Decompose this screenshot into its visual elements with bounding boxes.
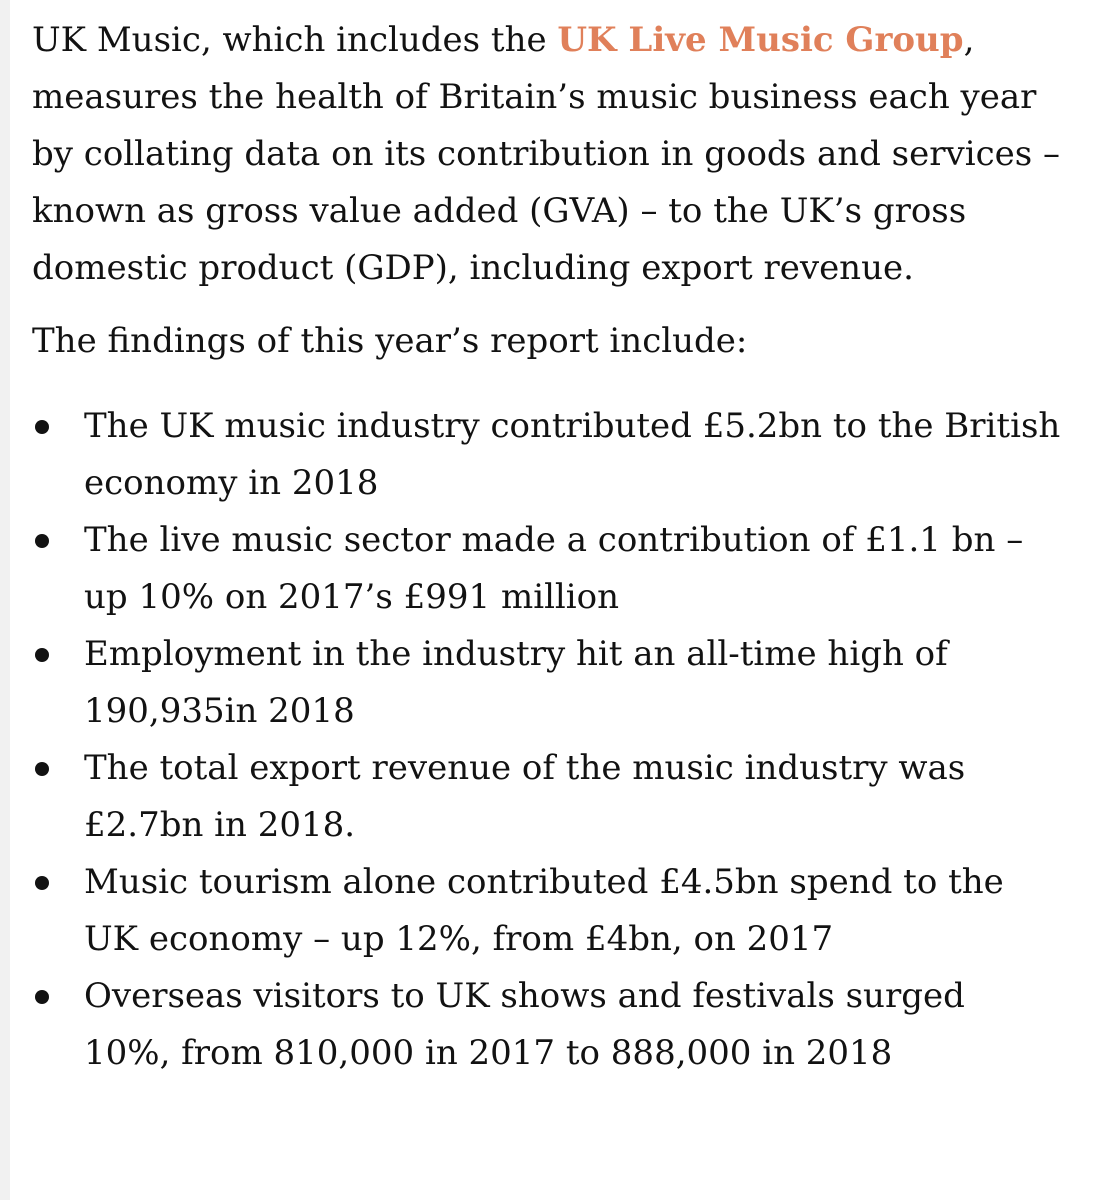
bullet-icon: [35, 762, 49, 776]
bullet-icon: [35, 420, 49, 434]
finding-text: Employment in the industry hit an all-time high of 190,935in 2018: [84, 634, 948, 731]
finding-text: The total export revenue of the music industry was £2.7bn in 2018.: [84, 748, 966, 845]
intro-paragraph: [32, 12, 1062, 297]
intro-text-after: , measures the health of Britain’s music business each year by collating data on its contribution in goods and services – known as gross value added (GVA) – to the UK’s gross domestic product (GDP), including export revenue.: [32, 20, 1061, 288]
list-item: [32, 854, 1062, 968]
bullet-icon: [35, 648, 49, 662]
list-item: [32, 968, 1062, 1082]
list-item: [32, 512, 1062, 626]
finding-text: The UK music industry contributed £5.2bn to the British economy in 2018: [84, 406, 1061, 503]
list-item: [32, 626, 1062, 740]
intro-text-before: UK Music, which includes the: [32, 20, 558, 60]
findings-list: [32, 398, 1062, 1082]
bullet-icon: [35, 990, 49, 1004]
list-item: [32, 398, 1062, 512]
list-item: [32, 740, 1062, 854]
left-margin-rule: [0, 0, 10, 1200]
finding-text: Music tourism alone contributed £4.5bn spend to the UK economy – up 12%, from £4bn, on 2017: [84, 862, 1004, 959]
uk-live-music-group-link[interactable]: UK Live Music Group: [557, 20, 964, 60]
article-body: [32, 12, 1062, 1082]
findings-intro: The findings of this year’s report include:: [32, 321, 748, 361]
finding-text: Overseas visitors to UK shows and festivals surged 10%, from 810,000 in 2017 to 888,000 in 2018: [84, 976, 965, 1073]
bullet-icon: [35, 876, 49, 890]
bullet-icon: [35, 534, 49, 548]
finding-text: The live music sector made a contribution of £1.1 bn – up 10% on 2017’s £991 million: [84, 520, 1024, 617]
